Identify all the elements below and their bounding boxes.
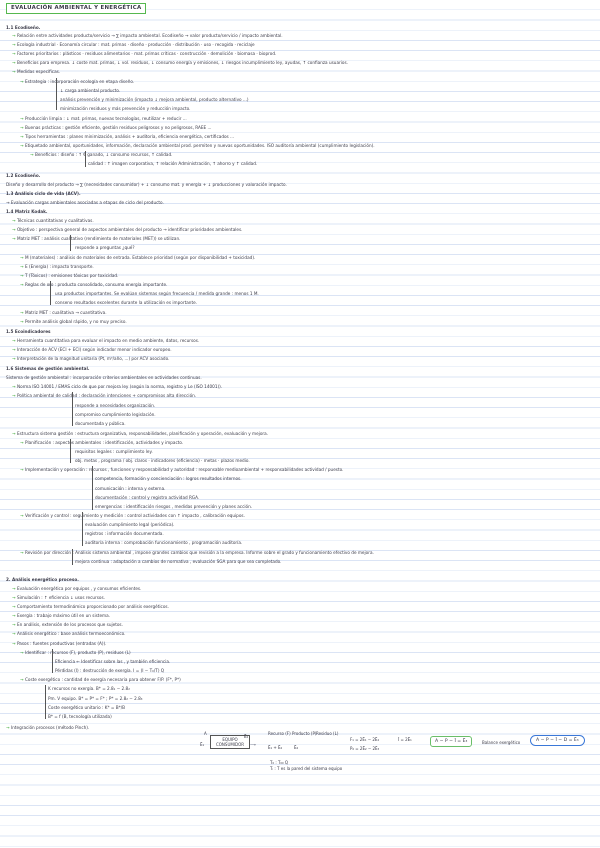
note-line-s12	[6, 173, 40, 178]
note-line-l42	[75, 458, 250, 463]
note-line-l43	[20, 467, 343, 472]
brace-revision	[72, 549, 73, 565]
note-line-l46	[95, 495, 199, 500]
note-line-l6	[20, 79, 134, 84]
bullet-arrow-icon: →	[20, 467, 25, 472]
balance-equation-green: A − P − Ī = Ē₃	[430, 736, 472, 747]
bullet-arrow-icon: →	[12, 431, 17, 436]
note-text: Interpretación de la magnitud unitaria (Pt, m³/año, ...) por ACV asociado.	[16, 356, 170, 361]
note-line-l39	[12, 431, 268, 436]
note-text: Relación entre actividades producto/servicio → ∑ impacto ambiental. Ecodiseño → valor producto/servicio / impacto ambiental.	[16, 33, 283, 38]
note-text: T (Tóxicos) : emisiones tóxicas por toxicidad.	[24, 273, 119, 278]
note-line-l31	[12, 347, 172, 352]
bullet-arrow-icon: →	[12, 236, 17, 241]
note-text: conseno resultados excelentes durante la utilización es importante.	[55, 300, 197, 305]
note-text: compromiso cumplimiento legislación.	[75, 412, 156, 417]
note-line-l8	[60, 97, 249, 102]
note-line-l1	[12, 33, 283, 38]
note-line-l38	[75, 421, 126, 426]
note-text: 1.5 Ecoindicadores	[6, 329, 51, 334]
row-producto-value: Ē₂	[294, 745, 299, 750]
equipment-box: EQUIPO CONSUMIDOR	[210, 735, 250, 749]
note-text: Comportamiento termodinámico proporcionado por análisis exergéticos.	[16, 604, 169, 609]
note-text: Implementación y operación : recursos , funciones y responsabilidad y autoridad : responsable medioambiental + responsabilidades actividad / puesto.	[24, 467, 344, 472]
brace-reglas	[50, 281, 51, 305]
note-text: requisitos legales : cumplimiento ley.	[75, 449, 153, 454]
note-text: Reglas de oro : producto consolidado, consumo energía importante.	[24, 282, 168, 287]
col-producto: Producto (P)	[292, 731, 317, 736]
note-line-l55	[12, 595, 105, 600]
note-text: Coste exergético unitario : K* = B*/B	[48, 705, 125, 710]
bullet-arrow-icon: →	[20, 677, 25, 682]
note-text: Eficiencia ← Identificar sobre las , y también eficiencia.	[55, 659, 171, 664]
note-text: Integración procesos (método Pinch).	[10, 725, 90, 730]
note-text: Herramienta cuantitativa para evaluar el impacto en medio ambiente, datos, recursos.	[16, 338, 200, 343]
note-line-l16	[6, 182, 287, 187]
brace-identificar	[52, 649, 53, 673]
brace-matriz-met	[70, 235, 71, 251]
col-recurso: Recurso (F)	[268, 731, 291, 736]
note-text: Técnicas cuantitativas y cualitativas.	[16, 218, 94, 223]
bullet-arrow-icon: →	[20, 264, 25, 269]
bullet-arrow-icon: →	[12, 622, 17, 627]
note-line-l45	[95, 486, 165, 491]
note-text: Medidas específicas.	[16, 69, 61, 74]
note-line-l26	[55, 291, 259, 296]
note-text: responde a preguntas ¿qué?	[75, 245, 135, 250]
note-line-l27	[55, 300, 197, 305]
temp-note-2: Tᵢ : T es la pared del sistema equipo	[270, 766, 343, 771]
note-text: Planificación : aspectos ambientales : identificación, actividades y impacto.	[24, 440, 184, 445]
balance-label: Balance exergético	[482, 740, 521, 745]
bullet-arrow-icon: →	[20, 650, 25, 655]
bullet-arrow-icon: →	[20, 116, 25, 121]
bullet-arrow-icon: →	[6, 725, 11, 730]
diagram-a-label: A	[204, 731, 207, 736]
equation-f: F₁ = 2Ē₁ − 2Ē₂	[350, 737, 380, 742]
note-text: Estrategia : incorporación ecología en etapa diseño.	[24, 79, 135, 84]
note-text: usa productos importantes. Se evalúan sistemas según frecuencia / medida grande : menos 1 M.	[55, 291, 259, 296]
note-line-l18	[12, 218, 94, 223]
note-line-l47	[95, 504, 252, 509]
note-text: ↓ carga ambiental producto.	[60, 88, 121, 93]
note-text: Producción limpia : ↓ mat. primas, nuevas tecnologías, reutilizar + reducir ...	[24, 116, 187, 121]
bullet-arrow-icon: →	[12, 33, 17, 38]
bullet-arrow-icon: →	[12, 586, 17, 591]
note-text: 1.1 Ecodiseño.	[6, 25, 41, 30]
bullet-arrow-icon: →	[12, 218, 17, 223]
bullet-arrow-icon: →	[12, 595, 17, 600]
note-text: B* = f (B, tecnología utilizada)	[48, 714, 112, 719]
note-line-l12	[20, 134, 234, 139]
note-text: Coste exergético : cantidad de exergía necesaria para obtener F/P. (F*, P*)	[24, 677, 181, 682]
note-text: Matriz MET : cualitativa → cuantitativa.	[24, 310, 107, 315]
note-line-l53	[75, 559, 281, 564]
note-line-l22	[20, 255, 255, 260]
note-text: 2. Análisis energético proceso.	[6, 577, 79, 582]
bullet-arrow-icon: →	[20, 440, 25, 445]
note-line-l56	[12, 604, 169, 609]
bullet-arrow-icon: →	[12, 613, 17, 618]
note-line-s14	[6, 209, 48, 214]
note-line-l11	[20, 125, 212, 130]
note-text: M (materiales) : análisis de materiales de entrada. Establece prioridad (según por disponibilidad + toxicidad).	[24, 255, 256, 260]
bullet-arrow-icon: →	[12, 356, 17, 361]
note-line-l24	[20, 273, 118, 278]
note-line-s13	[6, 191, 81, 196]
note-text: emergencias : identificación riesgos , medidas prevención y planes acción.	[95, 504, 253, 509]
note-text: comunicación : interna y externa.	[95, 486, 166, 491]
note-text: Evaluación energética por equipos , y consumos eficientes.	[16, 586, 142, 591]
note-line-l44	[95, 476, 242, 481]
note-text: Matriz MET : análisis cualitativo (rendimiento de materiales (MET)) se utilizan.	[16, 236, 181, 241]
note-text: Tipos herramientas : planes minimización, análisis + auditoría, eficiencia energética, certificados ...	[24, 134, 235, 139]
note-text: Ecología industrial · Economía circular : mat. primas · diseño · producción · distribución · uso · recogida · reciclaje	[16, 42, 255, 47]
note-line-s11	[6, 25, 40, 30]
bullet-arrow-icon: →	[12, 338, 17, 343]
note-line-l2	[12, 42, 255, 47]
bullet-arrow-icon: →	[12, 393, 17, 398]
note-text: Simulación : ↑ eficiencia ↓ usos recursos.	[16, 595, 106, 600]
note-line-l62	[55, 659, 170, 664]
note-text: Exergía : trabajo máximo útil en un sistema.	[16, 613, 110, 618]
note-line-l35	[12, 393, 196, 398]
note-line-l5	[12, 69, 60, 74]
row-recurso-value: Ē₁ + Ē₂	[268, 745, 283, 750]
note-text: mejora continua : adaptación a cambios de normativa , evaluación SGA para que sea completado.	[75, 559, 282, 564]
note-line-l57	[12, 613, 110, 618]
equation-p: P₂ = 2Ē₂ − 2Ē₃	[350, 746, 380, 751]
note-line-l67	[48, 705, 125, 710]
note-text: evaluación cumplimiento legal (periódica).	[85, 522, 175, 527]
note-text: Beneficios : diseño : ↑ € ganado, ↓ consumo recursos, ↑ calidad.	[34, 152, 173, 157]
note-line-l61	[20, 650, 131, 655]
note-line-l63	[55, 668, 164, 673]
bullet-arrow-icon: →	[20, 79, 25, 84]
note-text: Etiquetado ambiental, oportunidades, información, declaración ambiental prod. permiten y nuevas oportunidades. ISO auditoría ambiental (cumplimiento legislación).	[24, 143, 375, 148]
bullet-arrow-icon: →	[20, 255, 25, 260]
bullet-arrow-icon: →	[20, 125, 25, 130]
note-line-l54	[12, 586, 141, 591]
note-line-l3	[12, 51, 276, 56]
note-line-l9	[60, 106, 190, 111]
bullet-arrow-icon: →	[20, 550, 25, 555]
note-text: Norma ISO 14001 / EMAS ciclo de que por mejora ley (según la norma, registro y Le (ISO 14001)).	[16, 384, 223, 389]
note-line-s15	[6, 329, 51, 334]
note-text: Estructura sistema gestión : estructura organizativa, responsabilidades, planificación y operación, evaluación y mejora.	[16, 431, 269, 436]
note-line-l37	[75, 412, 156, 417]
note-text: 1.2 Ecodiseño.	[6, 173, 41, 178]
note-text: auditoría interna : comprobación funcionamiento , programación auditoría.	[85, 540, 243, 545]
diagram-e2-label: Ē₂	[244, 734, 249, 739]
note-line-l69	[6, 725, 89, 730]
note-text: Buenas prácticas : gestión eficiente, gestión residuos peligrosos y no peligrosos, RAEE ...	[24, 125, 212, 130]
note-line-l23	[20, 264, 94, 269]
diagram-arrow-out: ⟶	[250, 742, 256, 747]
note-line-l41	[75, 449, 153, 454]
note-line-l40	[20, 440, 183, 445]
note-text: calidad : ↑ imagen corporativa, ↑ relación Administración, ↑ ahorro y ↑ calidad.	[88, 161, 258, 166]
note-line-l10	[20, 116, 187, 121]
brace-coste	[45, 685, 46, 719]
note-line-s2	[6, 577, 79, 582]
note-text: Política ambiental de calidad : declaración intenciones + compromisos alta dirección.	[16, 393, 197, 398]
note-text: registros : información documentada.	[85, 531, 164, 536]
bullet-arrow-icon: →	[12, 42, 17, 47]
brace-politica	[72, 392, 73, 426]
note-line-l25	[20, 282, 167, 287]
note-text: Pérdidas (I) : destrucción de exergía. I = (I − T₀/T) Q	[55, 668, 165, 673]
bullet-arrow-icon: →	[12, 604, 17, 609]
bullet-arrow-icon: →	[12, 384, 17, 389]
note-line-s16	[6, 366, 89, 371]
col-residuo: Residuo (L)	[316, 731, 339, 736]
note-line-l36	[75, 403, 155, 408]
note-line-l28	[20, 310, 107, 315]
equation-i: Ī = 2Ē₁	[398, 737, 412, 742]
note-line-l60	[12, 641, 106, 646]
note-line-l50	[85, 531, 164, 536]
note-line-l33	[6, 375, 202, 380]
note-text: → Evaluación cargas ambientales asociadas a etapas de ciclo del producto.	[6, 200, 164, 205]
note-text: Pm. V equipo. B* = P* = F* ; P* = 2.8₂ − 2.8₃	[48, 696, 143, 701]
brace-implementacion	[92, 466, 93, 510]
note-line-l14	[30, 152, 172, 157]
diagram-e1-label: Ē₁	[200, 742, 205, 747]
bullet-arrow-icon: →	[12, 227, 17, 232]
note-text: Sistema de gestión ambiental : incorporación criterios ambientales en actividades continuas.	[6, 375, 202, 380]
note-text: minimización residuos y más prevención y reducción impacto.	[60, 106, 191, 111]
note-line-l64	[20, 677, 181, 682]
note-line-l66	[48, 696, 142, 701]
bullet-arrow-icon: →	[20, 134, 25, 139]
brace-verificacion	[82, 512, 83, 546]
note-line-l34	[12, 384, 222, 389]
note-text: En análisis, extensión de los procesos que sujetos.	[16, 622, 123, 627]
note-line-l32	[12, 356, 169, 361]
note-line-l19	[12, 227, 243, 232]
note-line-l58	[12, 622, 123, 627]
note-text: 1.4 Matriz Kodak.	[6, 209, 48, 214]
bullet-arrow-icon: →	[12, 641, 17, 646]
note-line-l48	[20, 513, 245, 518]
bullet-arrow-icon: →	[12, 631, 17, 636]
bullet-arrow-icon: →	[12, 51, 17, 56]
note-line-l52	[20, 550, 374, 555]
balance-equation-blue: A − P − Ī − D = Ē₃	[530, 735, 585, 746]
note-text: 1.3 Análisis ciclo de vida (ACV).	[6, 191, 81, 196]
note-text: Análisis energético : base análisis termoeconómico.	[16, 631, 126, 636]
note-text: documentada y pública.	[75, 421, 126, 426]
brace-estrategia	[56, 78, 57, 110]
bullet-arrow-icon: →	[20, 143, 25, 148]
note-text: obj. metas , programa / obj. claros · indicadores (eficiencia) · metas · plazos medio.	[75, 458, 250, 463]
note-line-l51	[85, 540, 242, 545]
note-line-l17	[6, 200, 164, 205]
note-line-l30	[12, 338, 199, 343]
brace-planificacion	[70, 439, 71, 463]
bullet-arrow-icon: →	[12, 69, 17, 74]
note-text: 1.6 Sistemas de gestión ambiental.	[6, 366, 90, 371]
note-text: Objetivo : perspectiva general de aspectos ambientales del producto → identificar prioridades ambientales.	[16, 227, 243, 232]
bullet-arrow-icon: →	[20, 513, 25, 518]
note-text: competencia, formación y concienciación : logros resultados internos.	[95, 476, 242, 481]
note-line-l59	[12, 631, 125, 636]
note-text: Diseño y desarrollo del producto → ∑ (necesidades consumidor) + ↓ consumo mat. y energía + ↓ producciones y valoración impacto.	[6, 182, 287, 187]
page-title: EVALUACIÓN AMBIENTAL Y ENERGÉTICA	[6, 3, 146, 14]
note-line-l20	[12, 236, 180, 241]
note-line-l68	[48, 714, 112, 719]
note-text: Permite análisis global rápido, y no muy preciso.	[24, 319, 127, 324]
note-line-l13	[20, 143, 375, 148]
note-text: K recursos no exergía. B* = 2.8₁ − 2.8₂	[48, 686, 130, 691]
note-text: Revisión por dirección : Análisis sistema ambiental , impone grandes cambios que revisión a la empresa. Informe sobre el grado y funcionamiento efectivo de mejora.	[24, 550, 374, 555]
note-text: análisis prevención y minimización (impacto ↓ mejora ambiental, producto alternativo ...)	[60, 97, 249, 102]
bullet-arrow-icon: →	[12, 347, 17, 352]
bullet-arrow-icon: →	[12, 60, 17, 65]
bullet-arrow-icon: →	[20, 310, 25, 315]
brace-beneficios	[85, 151, 86, 167]
bullet-arrow-icon: →	[30, 152, 35, 157]
note-text: Verificación y control : seguimiento y medición : control actividades con ↑ impacto , calibración equipos.	[24, 513, 245, 518]
note-line-l49	[85, 522, 174, 527]
note-text: Factores prioritarios : plásticos · residuos alimentarios · mat. primas críticas · construcción · demolición · biomasa · bioprod.	[16, 51, 277, 56]
bullet-arrow-icon: →	[20, 319, 25, 324]
note-line-l65	[48, 686, 130, 691]
temp-note: T₀ : T₀₀ Q	[270, 760, 289, 765]
note-text: responde a necesidades organización.	[75, 403, 156, 408]
note-text: Identificar : recursos (F), producto (P), residuos (L)	[24, 650, 131, 655]
note-line-l7	[60, 88, 120, 93]
note-line-l15	[88, 161, 257, 166]
bullet-arrow-icon: →	[20, 282, 25, 287]
note-text: Interacción de ACV (ECI + ECI) según indicador menor indicador europeo.	[16, 347, 172, 352]
note-line-l21	[75, 245, 135, 250]
note-text: Pasos : fuentes productivas (entradas (A)).	[16, 641, 107, 646]
note-line-l4	[12, 60, 348, 65]
note-text: documentación : control y registro actividad RGA.	[95, 495, 200, 500]
note-text: Beneficios para empresa. ↓ coste mat. primas, ↓ vol. residuos, ↓ consumo energía y emisiones, ↓ riesgos incumplimiento ley, ayudas, ↑ confianza usuarios.	[16, 60, 348, 65]
note-line-l29	[20, 319, 127, 324]
bullet-arrow-icon: →	[20, 273, 25, 278]
note-text: E (Energía) : impacto transporte.	[24, 264, 94, 269]
